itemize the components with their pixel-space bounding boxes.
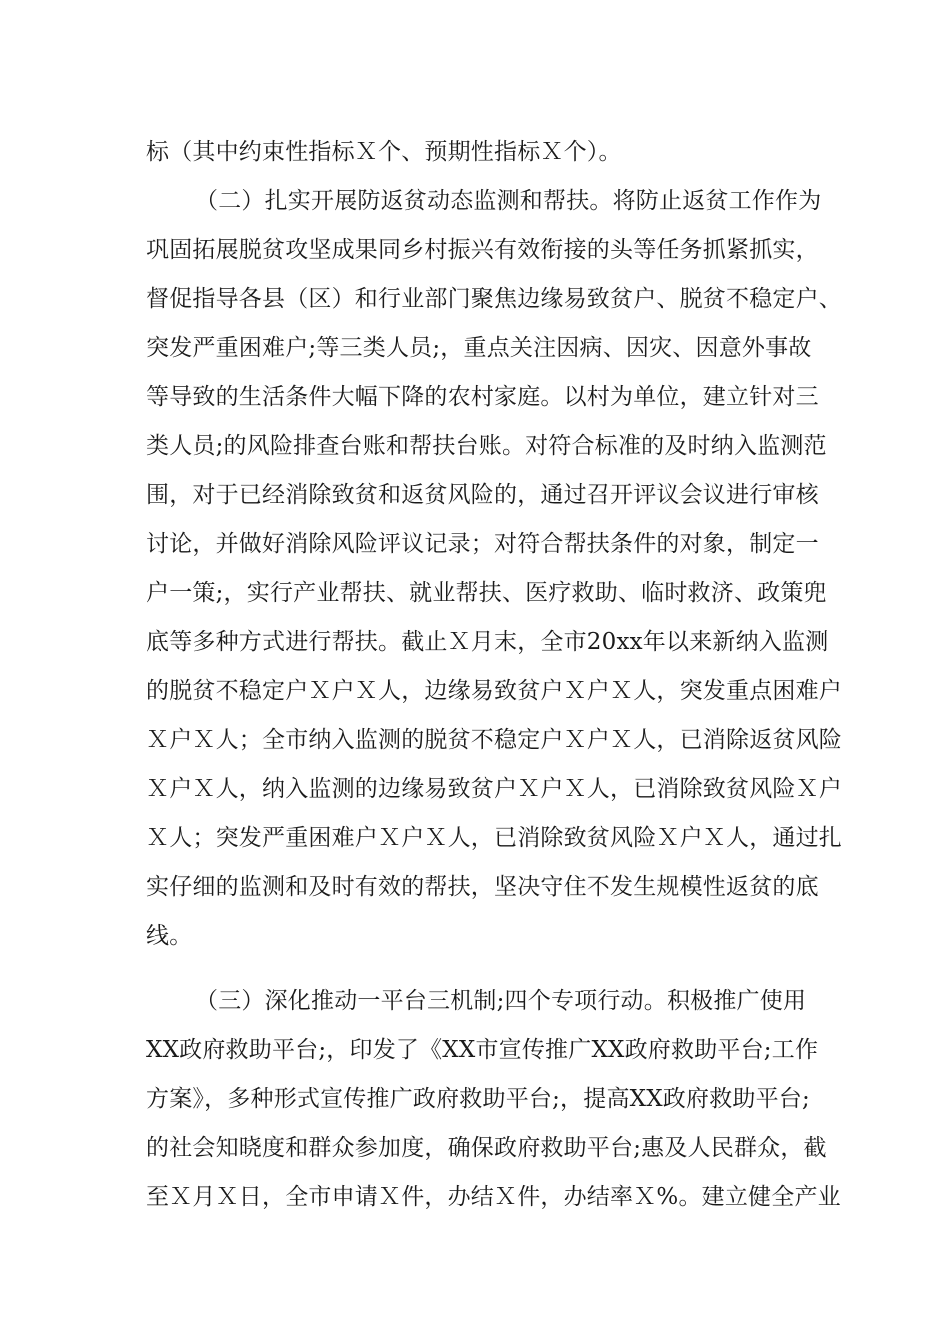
text-line: Ｘ人；突发严重困难户Ｘ户Ｘ人，已消除致贫风险Ｘ户Ｘ人，通过扎 <box>146 825 842 851</box>
text-line: 巩固拓展脱贫攻坚成果同乡村振兴有效衔接的头等任务抓紧抓实， <box>146 237 819 263</box>
text-line: 围，对于已经消除致贫和返贫风险的，通过召开评议会议进行审核 <box>146 482 819 508</box>
text-line: 方案》，多种形式宣传推广政府救助平台;，提高XX政府救助平台; <box>146 1086 810 1112</box>
text-line: 等导致的生活条件大幅下降的农村家庭。以村为单位，建立针对三 <box>146 384 819 410</box>
text-line: Ｘ户Ｘ人；全市纳入监测的脱贫不稳定户Ｘ户Ｘ人，已消除返贫风险 <box>146 727 842 753</box>
text-line: 的脱贫不稳定户Ｘ户Ｘ人，边缘易致贫户Ｘ户Ｘ人，突发重点困难户 <box>146 678 842 704</box>
section-heading-line: （二）扎实开展防返贫动态监测和帮扶。将防止返贫工作作为 <box>195 188 822 214</box>
text-line: 至Ｘ月Ｘ日，全市申请Ｘ件，办结Ｘ件，办结率Ｘ%。建立健全产业 <box>146 1184 841 1210</box>
text-line: 督促指导各县（区）和行业部门聚焦边缘易致贫户、脱贫不稳定户、 <box>146 286 842 312</box>
text-line: 线。 <box>146 923 193 949</box>
text-line: 类人员;的风险排查台账和帮扶台账。对符合标准的及时纳入监测范 <box>146 433 827 459</box>
text-line: Ｘ户Ｘ人，纳入监测的边缘易致贫户Ｘ户Ｘ人，已消除致贫风险Ｘ户 <box>146 776 842 802</box>
text-line: 户一策;，实行产业帮扶、就业帮扶、医疗救助、临时救济、政策兜 <box>146 580 827 606</box>
text-line: 实仔细的监测和及时有效的帮扶，坚决守住不发生规模性返贫的底 <box>146 874 819 900</box>
text-line: 标（其中约束性指标Ｘ个、预期性指标Ｘ个）。 <box>146 139 622 165</box>
text-line: 讨论，并做好消除风险评议记录；对符合帮扶条件的对象，制定一 <box>146 531 819 557</box>
text-line: XX政府救助平台;，印发了《XX市宣传推广XX政府救助平台;工作 <box>146 1037 819 1063</box>
section-heading-line: （三）深化推动一平台三机制;四个专项行动。积极推广使用 <box>195 988 807 1014</box>
text-line: 的社会知晓度和群众参加度，确保政府救助平台;惠及人民群众，截 <box>146 1135 827 1161</box>
text-line: 底等多种方式进行帮扶。截止Ｘ月末，全市20xx年以来新纳入监测 <box>146 629 829 655</box>
text-line: 突发严重困难户;等三类人员;，重点关注因病、因灾、因意外事故 <box>146 335 812 361</box>
